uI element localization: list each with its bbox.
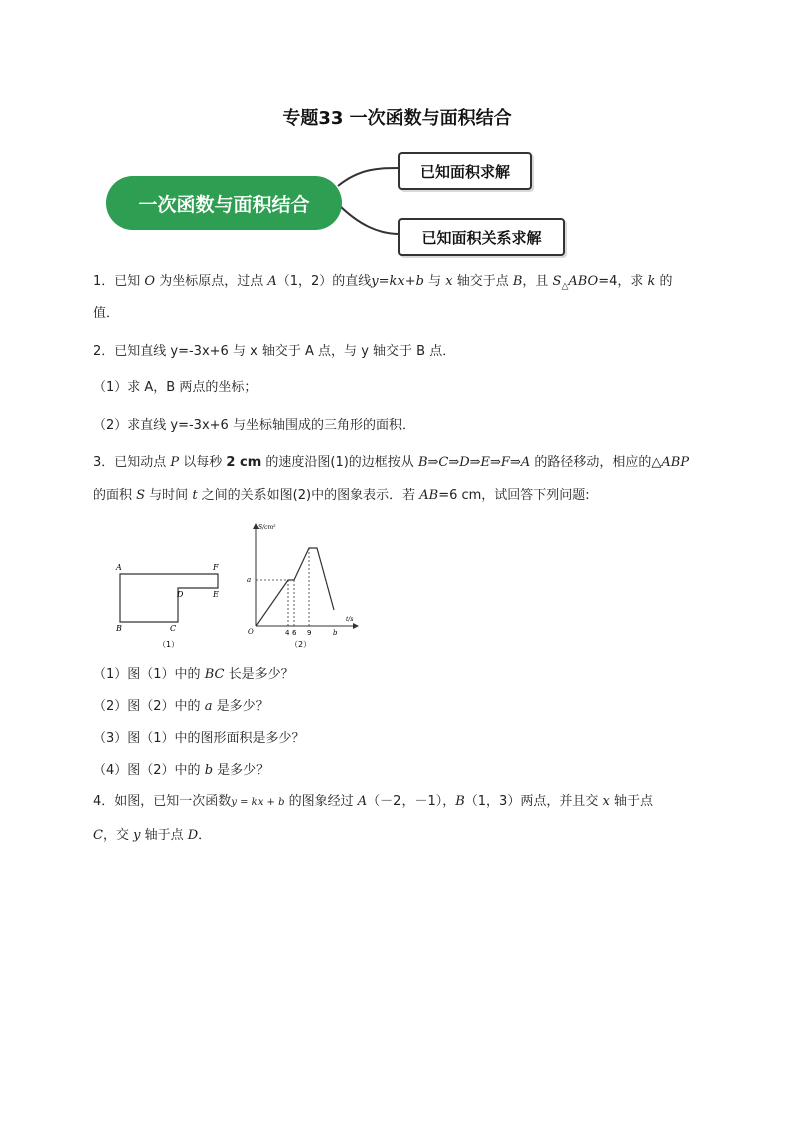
q3-part1: （1）图（1）中的 BC 长是多少？	[93, 667, 294, 682]
q2-part2: （2）求直线 y=-3x+6 与坐标轴围成的三角形的面积．	[93, 418, 415, 433]
origin-label: O	[248, 628, 254, 636]
figure-1-outline	[120, 574, 218, 622]
s-t-graph-line	[256, 548, 334, 626]
label-D: D	[177, 590, 184, 599]
q1-line1: 1．已知 O 为坐标原点，过点 A（1，2）的直线y=kx+b 与 x 轴交于点 B，且 $S_\triangle ABO=4$，求 k 的	[93, 274, 673, 292]
q2-stem: 2．已知直线 y=-3x+6 与 x 轴交于 A 点，与 y 轴交于 B 点．	[93, 344, 456, 359]
q2-part1: （1）求 A，B 两点的坐标；	[93, 380, 258, 395]
a-label: a	[247, 576, 252, 584]
label-B: B	[116, 624, 122, 633]
tick-6: 6	[292, 629, 297, 637]
q4-line1: 4．如图，已知一次函数y = kx + b 的图象经过 A（－2，－1），B（1，3）两点，并且交 x 轴于点	[93, 794, 653, 809]
q3-part4: （4）图（2）中的 b 是多少？	[93, 763, 270, 778]
q3-line2: 的面积 S 与时间 t 之间的关系如图(2)中的图象表示．若 AB=6 cm，试回答下列问题:	[93, 488, 590, 503]
figure-2-graph	[238, 518, 366, 652]
q4-line2: C，交 y 轴于点 D．	[93, 828, 212, 843]
q3-part2: （2）图（2）中的 a 是多少？	[93, 699, 269, 714]
y-axis-label: S/cm²	[258, 524, 276, 531]
tick-4: 4	[285, 629, 290, 637]
tick-9: 9	[307, 629, 312, 637]
tick-b: b	[333, 629, 338, 637]
mindmap-branch-known-area: 已知面积求解	[398, 152, 532, 190]
mindmap-root: 一次函数与面积结合	[106, 176, 342, 230]
label-E: E	[213, 590, 219, 599]
label-C: C	[170, 624, 177, 633]
figure-1-polygon	[110, 560, 230, 652]
mindmap-branch-area-relation: 已知面积关系求解	[398, 218, 565, 256]
label-F: F	[213, 563, 219, 572]
page-title: 专题33 一次函数与面积结合	[282, 108, 512, 129]
q3-line1: 3．已知动点 P 以每秒 2 cm 的速度沿图(1)的边框按从 B⇒C⇒D⇒E⇒F⇒A 的路径移动，相应的△ABP	[93, 455, 690, 470]
figure-1-caption: （1）	[158, 640, 180, 649]
q3-part3: （3）图（1）中的图形面积是多少？	[93, 731, 305, 746]
label-A: A	[116, 563, 122, 572]
figure-2-caption: （2）	[290, 640, 312, 649]
q1-line2: 值．	[93, 306, 120, 321]
x-axis-label: t/s	[346, 616, 354, 623]
